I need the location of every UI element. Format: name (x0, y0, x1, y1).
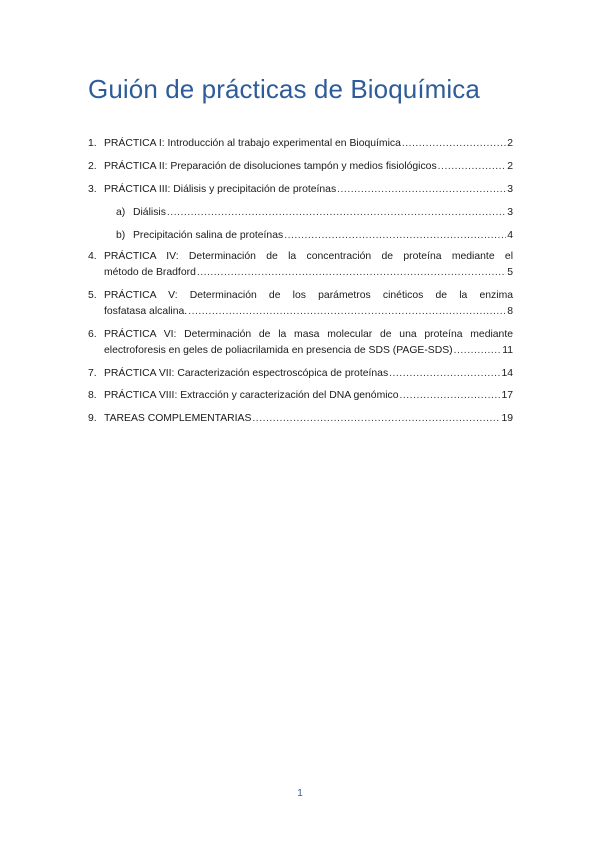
toc-entry-9[interactable] (104, 412, 513, 426)
dot-leader (402, 137, 506, 151)
toc-entry-8[interactable] (104, 389, 513, 403)
toc-entry-text: PRÁCTICA VIII: Extracción y caracterización del DNA genómico (104, 390, 399, 401)
toc-number: 5. (88, 290, 97, 301)
toc-entry-text: PRÁCTICA III: Diálisis y precipitación de proteínas (104, 184, 337, 195)
toc-entry-text: Precipitación salina de proteínas (133, 230, 284, 241)
toc-number: 6. (88, 329, 97, 340)
toc-entry-4[interactable] (104, 266, 513, 280)
toc-number: 3. (88, 184, 97, 195)
dot-leader (188, 305, 506, 319)
toc-number: 2. (88, 161, 97, 172)
toc-entry-text: Diálisis (133, 207, 166, 218)
toc-number: 4. (88, 251, 97, 262)
toc-page-number: 3 (507, 207, 513, 218)
toc-entry-2[interactable] (104, 160, 513, 174)
dot-leader (454, 344, 502, 358)
toc-entry-text: fosfatasa alcalina. (104, 306, 188, 317)
toc-number: 9. (88, 413, 97, 424)
toc-entry-4-line1[interactable]: PRÁCTICA IV: Determinación de la concentración de proteína mediante el (104, 251, 513, 262)
toc-entry-6[interactable] (104, 344, 513, 358)
toc-entry-text: electroforesis en geles de poliacrilamida en presencia de SDS (PAGE-SDS) (104, 345, 453, 356)
dot-leader (284, 229, 506, 243)
toc-letter: a) (116, 207, 126, 218)
toc-letter: b) (116, 230, 126, 241)
document-title: Guión de prácticas de Bioquímica (88, 74, 480, 104)
toc-entry-3b[interactable] (133, 229, 513, 243)
toc-page-number: 11 (502, 345, 513, 356)
toc-page-number: 19 (501, 413, 513, 424)
toc-entry-5[interactable] (104, 305, 513, 319)
toc-page-number: 8 (507, 306, 513, 317)
toc-entry-1[interactable] (104, 137, 513, 151)
toc-entry-5-line1[interactable]: PRÁCTICA V: Determinación de los parámetros cinéticos de la enzima (104, 290, 513, 301)
page-number-footer: 1 (297, 788, 303, 799)
toc-entry-text: TAREAS COMPLEMENTARIAS (104, 413, 252, 424)
dot-leader (197, 266, 506, 280)
toc-page-number: 3 (507, 184, 513, 195)
toc-entry-3a[interactable] (133, 206, 513, 220)
toc-page-number: 4 (507, 230, 513, 241)
dot-leader (400, 389, 501, 403)
toc-entry-text: PRÁCTICA VII: Caracterización espectroscópica de proteínas (104, 368, 389, 379)
toc-entry-7[interactable] (104, 367, 513, 381)
dot-leader (337, 183, 506, 197)
toc-entry-3[interactable] (104, 183, 513, 197)
dot-leader (167, 206, 506, 220)
toc-page-number: 5 (507, 267, 513, 278)
toc-entry-text: PRÁCTICA II: Preparación de disoluciones tampón y medios fisiológicos (104, 161, 437, 172)
dot-leader (252, 412, 500, 426)
dot-leader (389, 367, 500, 381)
toc-page-number: 2 (507, 138, 513, 149)
toc-entry-text: PRÁCTICA I: Introducción al trabajo experimental en Bioquímica (104, 138, 401, 149)
toc-page-number: 2 (507, 161, 513, 172)
toc-number: 7. (88, 368, 97, 379)
toc-page-number: 17 (501, 390, 513, 401)
toc-page-number: 14 (501, 368, 513, 379)
toc-number: 1. (88, 138, 97, 149)
toc-entry-6-line1[interactable]: PRÁCTICA VI: Determinación de la masa molecular de una proteína mediante (104, 329, 513, 340)
dot-leader (438, 160, 507, 174)
toc-entry-text: método de Bradford (104, 267, 196, 278)
toc-number: 8. (88, 390, 97, 401)
